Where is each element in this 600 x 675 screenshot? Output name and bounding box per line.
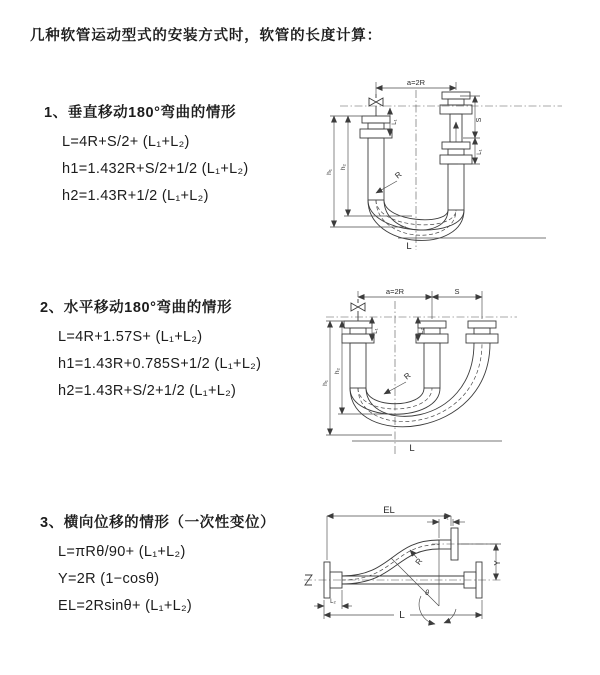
dim-label-s: S — [454, 287, 460, 296]
page-title: 几种软管运动型式的安装方式时，软管的长度计算： — [30, 28, 382, 44]
dimension-lines — [330, 82, 546, 238]
dim-label-a2r: a=2R — [385, 287, 405, 296]
section-lateral-displacement — [40, 511, 275, 620]
formula-line: L=4R+1.57S+ (L₁+L₂) — [58, 329, 203, 345]
formula-line: EL=2Rsinθ+ (L₁+L₂) — [58, 598, 193, 614]
dim-label-l1-left: L₁ — [392, 119, 398, 125]
dim-label-s: S — [476, 117, 483, 123]
section-2-heading: 2、水平移动180°弯曲的情形 — [40, 300, 233, 316]
formula-line: L=πRθ/90+ (L₁+L₂) — [58, 544, 186, 560]
dim-label-radius: R — [393, 169, 404, 181]
dim-label-l1: L₁ — [443, 515, 449, 521]
dim-label-theta: θ — [425, 590, 429, 597]
section-1-heading: 1、垂直移动180°弯曲的情形 — [44, 105, 237, 121]
pipe-fittings — [342, 299, 498, 388]
dim-label-l2: L₂ — [419, 328, 425, 334]
section-vertical-bend — [44, 101, 249, 210]
dimension-lines — [326, 291, 502, 441]
dim-label-y: Y — [493, 560, 502, 566]
dim-label-l2: L₂ — [330, 599, 336, 605]
dim-label-el: EL — [383, 505, 395, 516]
dim-label-length: L — [406, 241, 412, 252]
formula-line: h1=1.43R+0.785S+1/2 (L₁+L₂) — [58, 356, 262, 372]
pipe-fittings — [324, 528, 482, 598]
valve-icon — [369, 94, 383, 116]
dim-label-radius: R — [402, 370, 413, 382]
section-horizontal-bend — [40, 296, 261, 405]
formula-line: h1=1.432R+S/2+1/2 (L₁+L₂) — [62, 161, 249, 177]
section-3-heading: 3、横向位移的情形（一次性变位） — [40, 515, 276, 531]
diagram-vertical-bend — [310, 72, 590, 257]
dim-label-length: L — [399, 610, 405, 621]
dim-label-l1-right: L₁ — [477, 149, 483, 155]
braided-hose-section — [350, 343, 366, 388]
dim-label-l1: L₁ — [373, 328, 379, 334]
centerlines — [326, 301, 517, 455]
formula-line: Y=2R (1−cosθ) — [58, 571, 160, 587]
formula-line: L=4R+S/2+ (L₁+L₂) — [62, 134, 190, 150]
dim-label-radius: R — [413, 556, 425, 567]
formula-line: h2=1.43R+1/2 (L₁+L₂) — [62, 188, 209, 204]
formula-line: h2=1.43R+S/2+1/2 (L₁+L₂) — [58, 383, 237, 399]
braided-hose-section — [368, 138, 384, 200]
diagram-lateral-displacement — [296, 502, 598, 650]
valve-icon — [351, 299, 365, 321]
dimension-lines — [314, 516, 501, 624]
hose-curves — [342, 540, 464, 584]
braided-hose-section — [424, 343, 440, 388]
dim-label-h2: h₂ — [340, 163, 347, 171]
dim-label-h1: h₁ — [326, 169, 333, 175]
dim-label-h2: h₂ — [334, 367, 341, 375]
diagram-horizontal-bend — [312, 283, 592, 468]
dim-label-h1: h₁ — [322, 380, 329, 386]
braided-hose-section — [448, 164, 464, 210]
dim-label-length: L — [409, 443, 415, 454]
dim-label-a2r: a=2R — [406, 78, 426, 87]
